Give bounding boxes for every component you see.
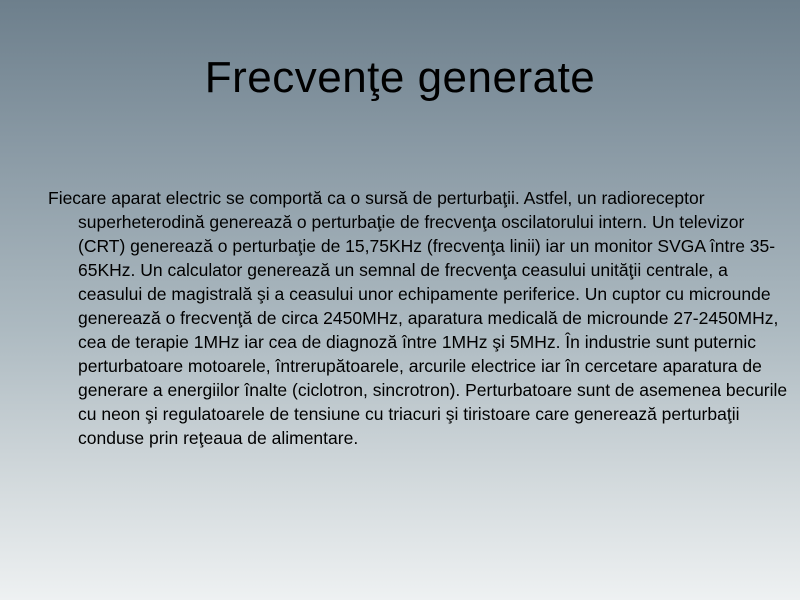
slide-body-text: Fiecare aparat electric se comportă ca o sursă de perturbaţii. Astfel, un radioreceptor superheterodină generează o perturbaţie de frecvenţa oscilatorului intern. Un televizor (CRT) generează o perturbaţie de 15,75KHz (frecvenţa linii) iar un monitor SVGA între 35-65KHz. Un calculator generează un semnal de frecvenţa ceasului unităţii centrale, a ceasului de magistrală şi a ceasului unor echipamente periferice. Un cuptor cu microunde generează o frecvenţă de circa 2450MHz, aparatura medicală de microunde 27-2450MHz, cea de terapie 1MHz iar cea de diagnoză între 1MHz şi 5MHz. În industrie sunt puternic perturbatoare motoarele, întrerupătoarele, arcurile electrice iar în cercetare aparatura de generare a energiilor înalte (ciclotron, sincrotron). Perturbatoare sunt de asemenea becurile cu neon şi regulatoarele de tensiune cu triacuri şi tiristoare care generează perturbaţii conduse prin reţeaua de alimentare. — [48, 188, 788, 448]
slide-title: Frecvenţe generate — [204, 53, 596, 102]
